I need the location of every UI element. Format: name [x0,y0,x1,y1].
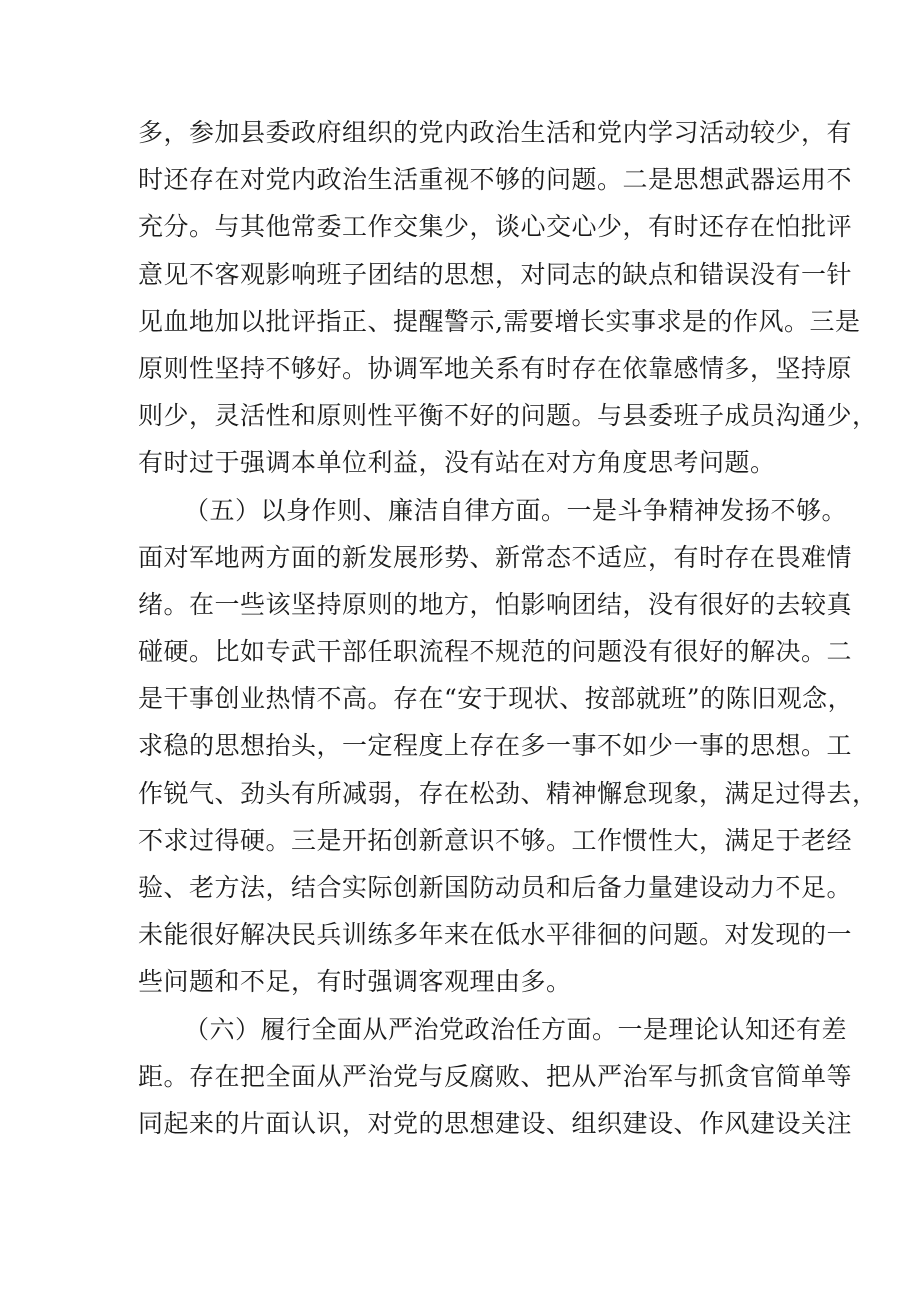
text-line: 是干事创业热情不高。存在“安于现状、按部就班”的陈旧观念， [138,684,854,714]
text-line: 绪。在一些该坚持原则的地方，怕影响团结，没有很好的去较真 [138,589,853,619]
text-line: 同起来的片面认识，对党的思想建设、组织建设、作风建设关注 [138,1108,853,1138]
text-line: 原则性坚持不够好。协调军地关系有时存在依靠感情多，坚持原 [138,353,853,383]
paragraph-continuation [138,109,878,487]
paragraph-heading-line: （五）以身作则、廉洁自律方面。一是斗争精神发扬不够。 [184,495,848,525]
paragraph-section-6 [138,1006,853,1148]
text-line: 面对军地两方面的新发展形势、新常态不适应，有时存在畏难情 [138,542,853,572]
text-line: 意见不客观影响班子团结的思想，对同志的缺点和错误没有一针 [138,259,853,289]
text-line: 则少，灵活性和原则性平衡不好的问题。与县委班子成员沟通少， [138,401,878,431]
text-line: 未能很好解决民兵训练多年来在低水平徘徊的问题。对发现的一 [138,920,853,950]
text-line: 些问题和不足，有时强调客观理由多。 [138,967,572,997]
text-line: 时还存在对党内政治生活重视不够的问题。二是思想武器运用不 [138,165,853,195]
paragraph-heading-line: （六）履行全面从严治党政治任方面。一是理论认知还有差 [184,1014,848,1044]
text-line: 距。存在把全面从严治党与反腐败、把从严治军与抓贪官简单等 [138,1061,853,1091]
paragraph-section-5 [138,487,878,1006]
text-line: 多，参加县委政府组织的党内政治生活和党内学习活动较少，有 [138,118,853,147]
text-line: 有时过于强调本单位利益，没有站在对方角度思考问题。 [138,448,776,478]
text-line: 作锐气、劲头有所减弱，存在松劲、精神懈怠现象，满足过得去， [138,778,878,808]
text-line: 验、老方法，结合实际创新国防动员和后备力量建设动力不足。 [138,873,853,902]
text-line: 见血地加以批评指正、提醒警示,需要增长实事求是的作风。三是 [138,306,861,336]
document-body [138,109,878,1147]
text-line: 不求过得硬。三是开拓创新意识不够。工作惯性大，满足于老经 [138,825,853,855]
text-line: 充分。与其他常委工作交集少，谈心交心少，有时还存在怕批评 [138,212,853,242]
text-line: 求稳的思想抬头，一定程度上存在多一事不如少一事的思想。工 [138,731,853,761]
text-line: 碰硬。比如专武干部任职流程不规范的问题没有很好的解决。二 [138,637,853,667]
